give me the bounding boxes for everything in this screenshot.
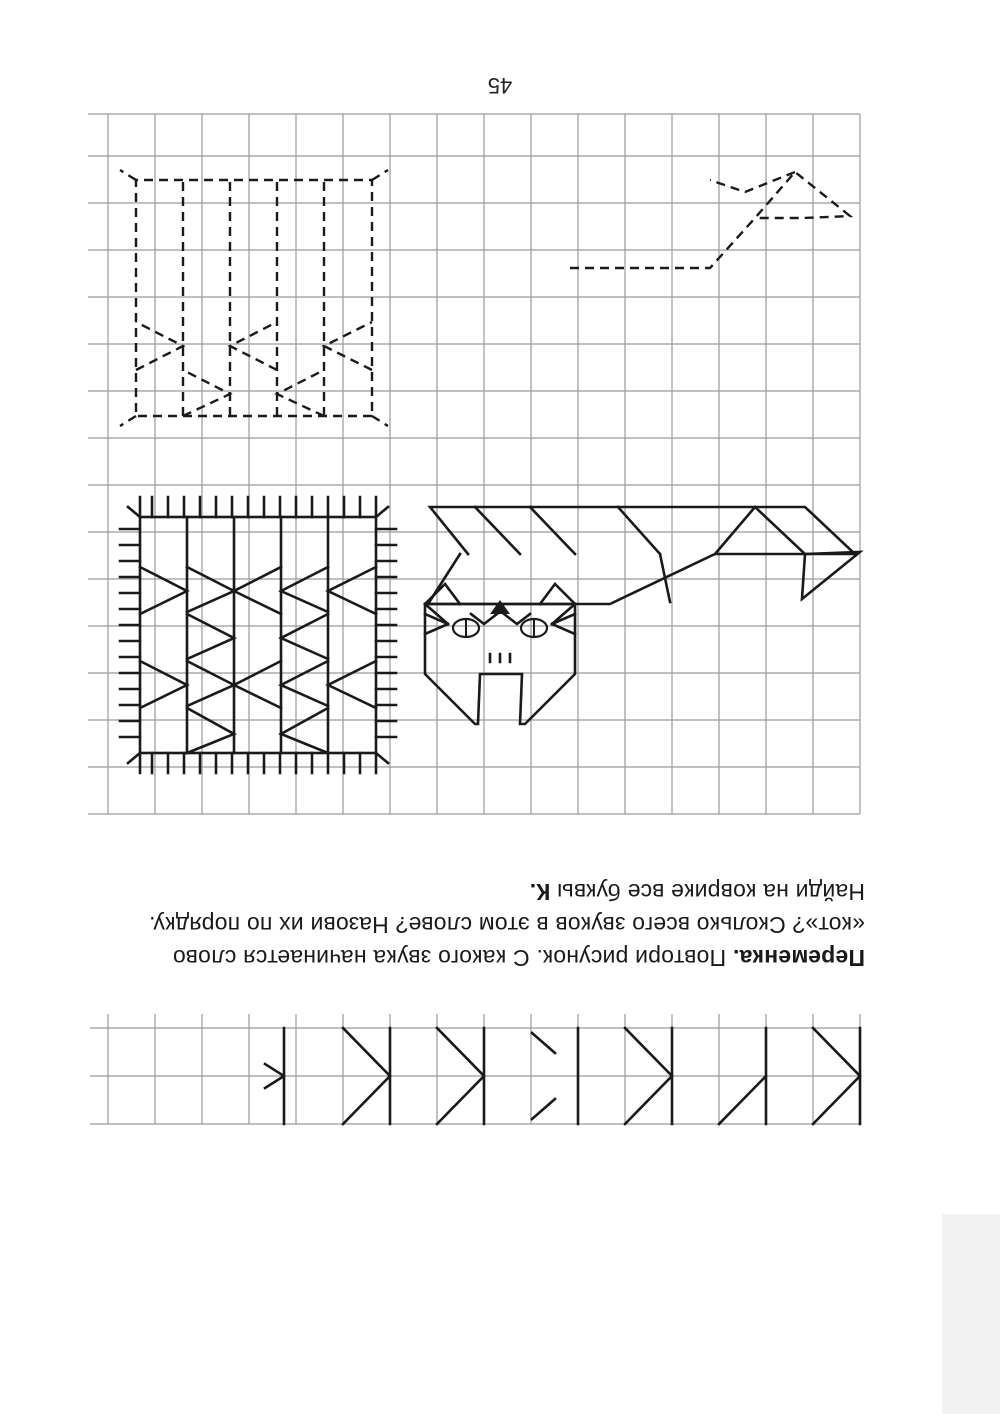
- page-number: 45: [487, 73, 513, 98]
- cat-body-stripes: [475, 507, 670, 602]
- cat: [425, 507, 860, 724]
- exercise-title: Переменка.: [732, 945, 865, 971]
- rug-k-triangles: [140, 567, 376, 753]
- exercise-body: Повтори рисунок. С какого звука начинается слово «кот»? Сколько всего звуков в этом слове? Назови их по порядку. Найди на коврике все буквы: [148, 879, 865, 971]
- rug: [120, 497, 396, 773]
- main-grid: [88, 114, 860, 814]
- cat-mouth: [490, 654, 510, 662]
- cat-nose: [490, 600, 510, 614]
- cat-body: [428, 507, 855, 604]
- dashed-cat-start: [570, 172, 850, 268]
- letter-row-grid: [90, 1014, 860, 1124]
- dashed-rug: [120, 170, 388, 426]
- cat-eyes: [453, 619, 547, 637]
- exercise-letter: К.: [529, 879, 551, 905]
- rug-fringe: [120, 497, 396, 773]
- cat-eyebrows: [471, 614, 530, 624]
- rug-stripes: [187, 517, 328, 753]
